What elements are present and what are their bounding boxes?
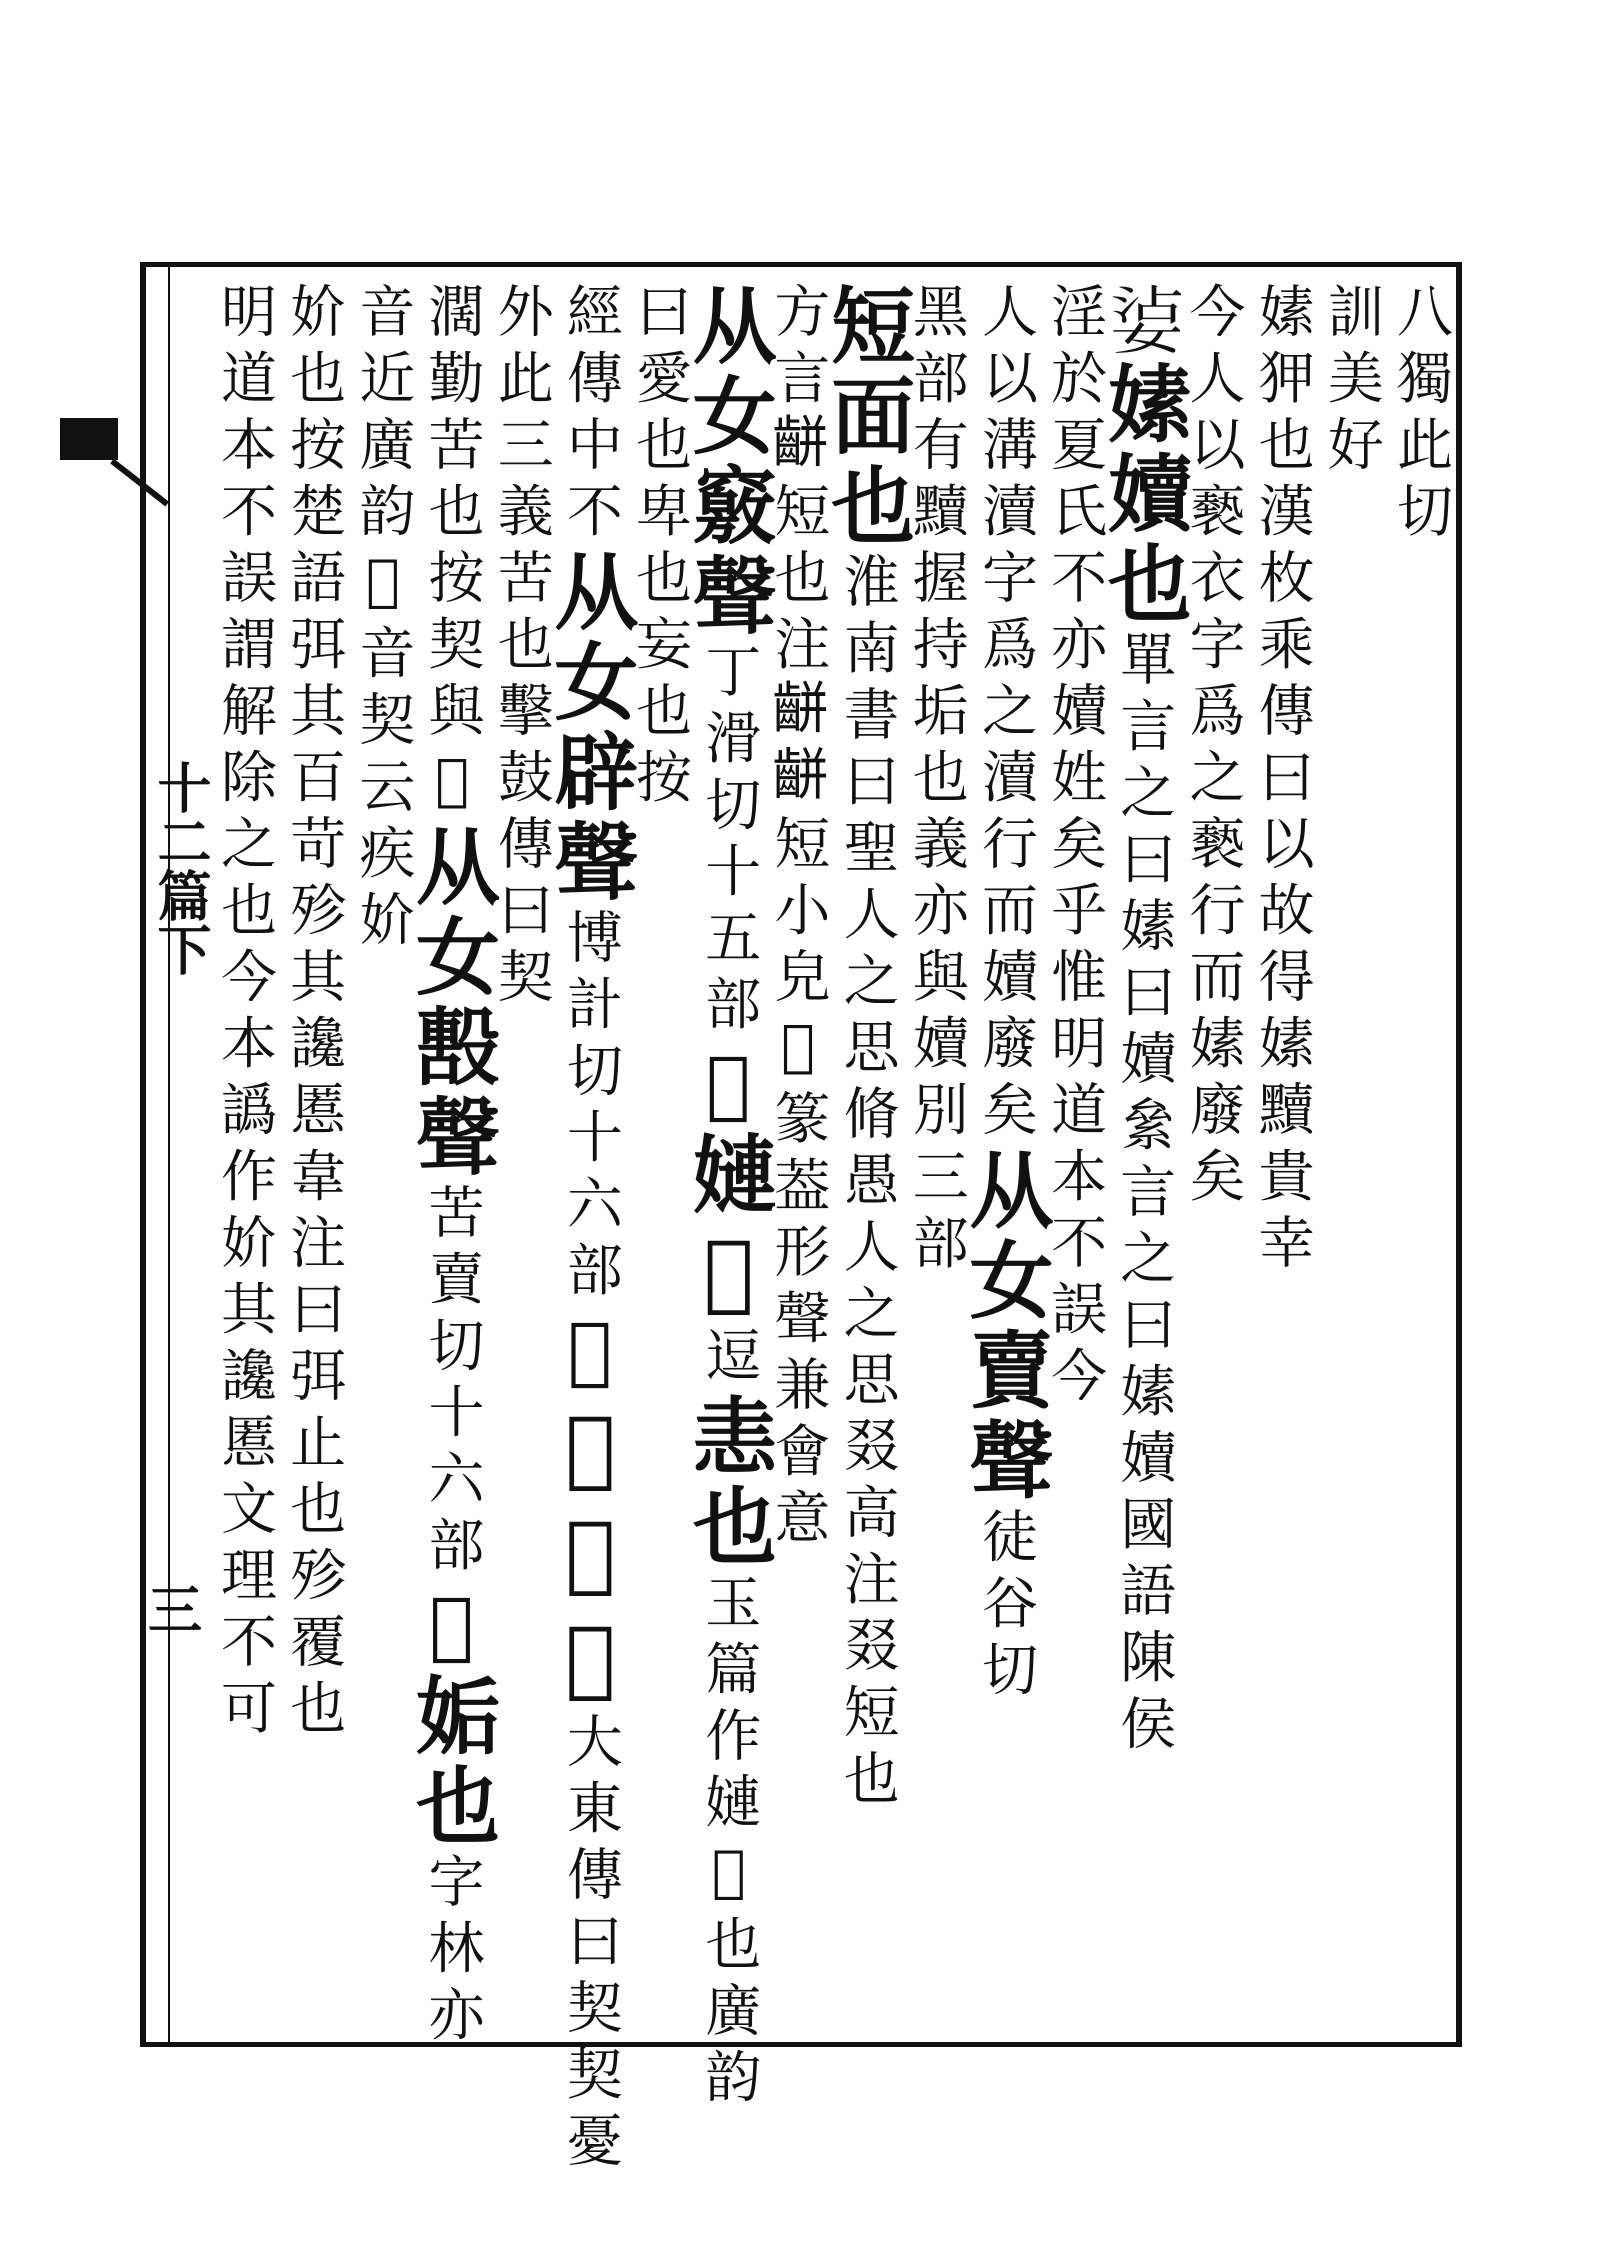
text-column: [627, 282, 691, 2042]
commentary-text: 徒谷切: [972, 1506, 1038, 1706]
commentary-text: 逗: [696, 1326, 762, 1393]
commentary-text: 八獨此切: [1388, 282, 1453, 548]
commentary-text: 今人以褻衣字爲之褻行而嫊廢矣: [1180, 282, 1246, 1213]
commentary-text: 外此三義: [488, 282, 554, 548]
page-number: 三: [148, 1578, 202, 1642]
commentary-text: 丁滑切十五部: [696, 642, 762, 1041]
commentary-text: 博計切十六部: [557, 908, 623, 1307]
commentary-text: 玉篇作㜕𡡟也廣韵: [696, 1572, 762, 2114]
text-column: [955, 282, 1055, 2042]
text-column: [817, 282, 917, 2042]
text-column: [1094, 282, 1194, 2042]
commentary-text: 濶勤苦也按契與𡡟: [419, 282, 485, 823]
commentary-text: 云疾妎: [350, 756, 416, 956]
seal-script-glyph: 𡛥: [408, 1582, 495, 1672]
commentary-text: 經傳中不: [557, 282, 623, 548]
margin-rule: [168, 267, 170, 2042]
commentary-text: 方言𪘀短也注𪘀𪘀短小皃𡡟篆葢形聲兼會意: [765, 282, 831, 1555]
headword-text: 从女竅聲: [679, 282, 779, 642]
juan-label: 十二篇下: [149, 760, 213, 976]
seal-script-glyph: 𡡟: [546, 1307, 633, 1397]
commentary-text: 人以溝瀆字爲之瀆行而嬻廢矣: [972, 282, 1038, 1147]
commentary-text: 苦也擊鼓傳曰契: [488, 548, 554, 1014]
commentary-text: 苦賣切十六部: [419, 1183, 485, 1582]
commentary-text: 曰愛也卑也妄也按: [627, 282, 693, 814]
headword-text: 从女毄聲: [402, 823, 502, 1183]
headword-text: 从女賣聲: [955, 1146, 1055, 1507]
commentary-text: 音近廣韵𡡟音契: [350, 282, 416, 757]
text-column: [679, 282, 779, 2114]
headword-text: 从女辟聲: [540, 548, 640, 908]
commentary-text: 淫於夏氏不亦嬻姓矣乎惟明道本不誤今: [1042, 282, 1108, 1413]
text-block: [212, 282, 1453, 2178]
headword-text: 姤也: [402, 1672, 502, 1852]
text-column: [1250, 282, 1314, 2042]
text-column: [540, 282, 640, 2178]
commentary-text: 妎也按楚語弭其百苛殄其讒慝韋注曰弭止也殄覆也: [281, 282, 347, 1745]
commentary-text: 訓美好: [1318, 282, 1384, 482]
commentary-text: 字林亦: [419, 1852, 485, 2052]
commentary-text: 三部: [903, 1146, 969, 1280]
headword-text: 𡡟難也: [540, 1397, 640, 1712]
text-column: [212, 282, 276, 2042]
commentary-text: 淮南書曰聖人之思脩愚人之思叕高注叕短也: [834, 552, 900, 1816]
commentary-text: 黑部有黷握持垢也義亦與嬻別: [903, 282, 969, 1147]
text-column: [350, 282, 414, 2042]
headword-text: 恚也: [679, 1392, 779, 1573]
commentary-text: 單言之曰嫊曰嬻絫言之曰嫊嬻國語陳侯: [1111, 630, 1177, 1761]
commentary-text: 大東傳曰契契憂: [557, 1712, 623, 2178]
text-column: [1319, 282, 1383, 2042]
seal-script-glyph: 𡝫: [1100, 282, 1187, 360]
headword-text: 嫊嬻也: [1094, 360, 1194, 630]
text-column: [281, 282, 345, 2042]
seal-script-glyph: 𡡟: [685, 1041, 772, 1131]
commentary-text: 明道本不誤謂解除之也今本譌作妎其讒慝文理不可: [212, 282, 277, 1745]
headword-text: 短面也: [817, 282, 917, 552]
fish-tail-block: [60, 418, 118, 460]
headword-text: 㜕𡡟: [679, 1131, 779, 1326]
text-column: [402, 282, 502, 2052]
text-column: [1388, 282, 1452, 2042]
commentary-text: 嫊狎也漢枚乘傳曰以故得嫊黷貴幸: [1249, 282, 1315, 1280]
